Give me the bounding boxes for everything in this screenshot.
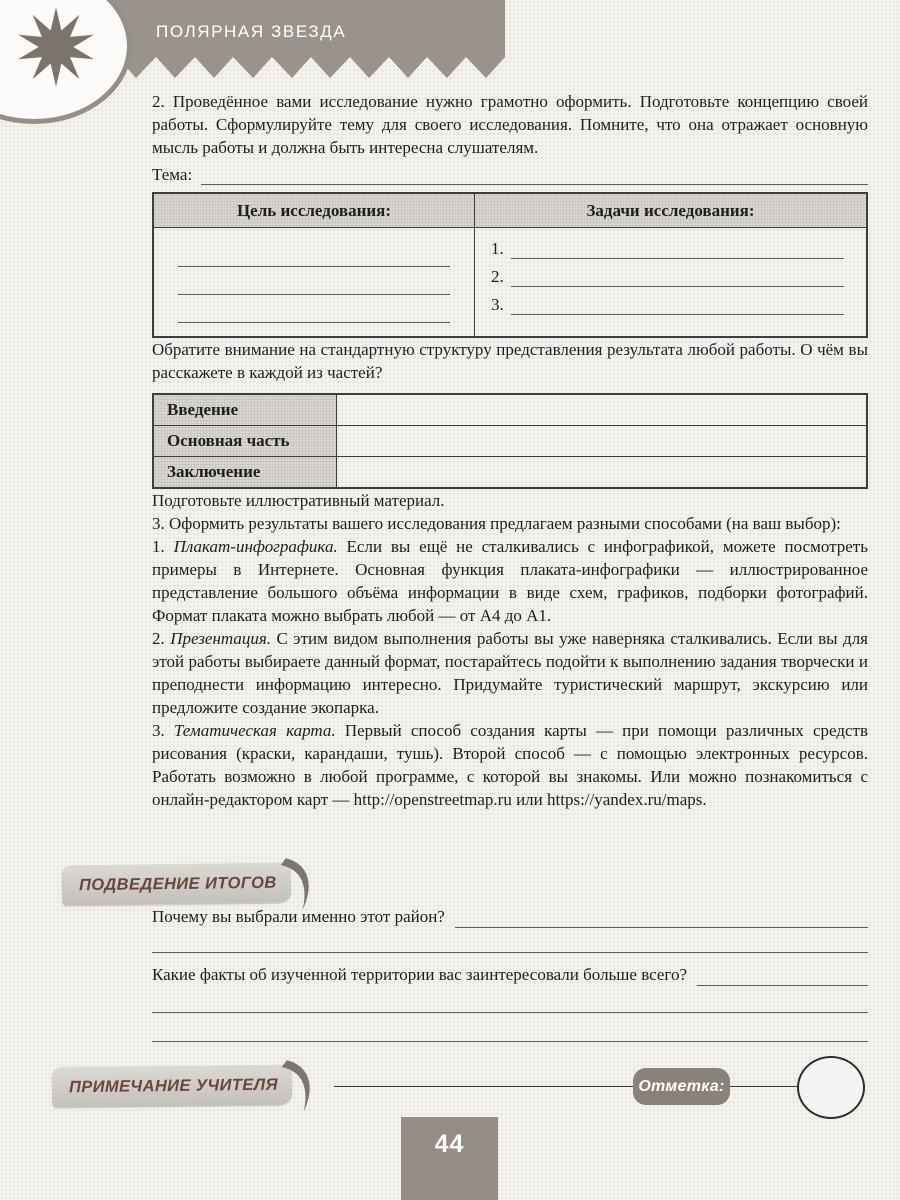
option-text: Если вы ещё не сталкивались с инфографикой, можете посмотреть примеры в Интернете. Основная функция плаката-инфографики — иллюстрированное представление большого объёма информации в виде схем, графиков, подборки фотографий. Формат плаката можно выбрать любой — от А4 до А1.	[152, 537, 868, 625]
structure-row-label: Заключение	[154, 457, 337, 487]
answer-line	[152, 1041, 868, 1042]
tasks-column-header: Задачи исследования:	[586, 201, 755, 220]
option-title: Презентация.	[170, 629, 272, 648]
illustrative-note: Подготовьте иллюстративный материал.	[152, 491, 445, 510]
tasks-cell	[475, 228, 866, 336]
goals-table	[152, 192, 868, 338]
option-number: 1.	[152, 537, 165, 556]
summary-badge-label: ПОДВЕДЕНИЕ ИТОГОВ	[78, 873, 277, 894]
option-text: Первый способ создания карты — при помощи различных средств рисования (краски, карандаши, тушь). Второй способ — с помощью электронных ресурсов. Работать возможно в любой программе, с которой вы знакомы. Или можно познакомиться с онлайн-редактором карт — http://openstreetmap.ru или https://yandex.ru/maps.	[152, 721, 868, 809]
option-title: Тематическая карта.	[173, 721, 336, 740]
answer-line	[152, 1012, 868, 1013]
summary-badge	[62, 863, 291, 906]
goal-blank-line	[178, 294, 450, 295]
task-blank-line	[511, 314, 844, 315]
goals-table-body	[154, 228, 866, 336]
structure-intro: Обратите внимание на стандартную структуру представления результата любой работы. О чём вы расскажете в каждой из частей?	[152, 340, 868, 382]
structure-row	[154, 426, 866, 457]
answer-line	[152, 952, 868, 953]
structure-row-label: Основная часть	[154, 426, 337, 456]
task-blank-line	[511, 286, 844, 287]
option-paragraph-1	[152, 535, 868, 627]
option-title: Плакат-инфографика.	[173, 537, 338, 556]
theme-label: Тема:	[152, 165, 193, 184]
structure-answer-cell	[337, 457, 866, 487]
task2-text: 2. Проведённое вами исследование нужно грамотно оформить. Подготовьте концепцию своей работы. Сформулируйте тему для своего исследования. Помните, что она отражает основную мысль работы и должна быть интересна слушателям.	[152, 92, 868, 157]
swoosh-icon	[280, 857, 315, 911]
question2-blank	[697, 985, 868, 986]
page-number-badge	[401, 1117, 498, 1200]
question2: Какие факты об изученной территории вас заинтересовали больше всего?	[152, 965, 688, 984]
goal-column-header: Цель исследования:	[154, 194, 475, 227]
goal-cell	[154, 228, 475, 336]
option-text: С этим видом выполнения работы вы уже наверняка сталкивались. Если вы для этой работы выбираете данный формат, постарайтесь подойти к выполнению задания творчески и преподнести информацию интересно. Придумайте туристический маршрут, экскурсию или предложите создание экопарка.	[152, 629, 869, 717]
task3-intro: 3. Оформить результаты вашего исследования предлагаем разными способами (на ваш выбор):	[152, 514, 841, 533]
theme-blank-line	[201, 184, 868, 185]
option-paragraph-3	[152, 719, 868, 811]
main-content	[152, 90, 868, 811]
goal-blank-line	[178, 322, 450, 323]
structure-answer-cell	[337, 395, 866, 425]
teacher-note-badge	[52, 1065, 293, 1108]
series-title: ПОЛЯРНАЯ ЗВЕЗДА	[156, 22, 347, 41]
option-number: 2.	[152, 629, 165, 648]
structure-row-label: Введение	[154, 395, 337, 425]
option-paragraph-2	[152, 627, 868, 719]
teacher-note-label: ПРИМЕЧАНИЕ УЧИТЕЛЯ	[68, 1075, 279, 1096]
swoosh-icon	[282, 1059, 317, 1113]
grade-circle	[797, 1056, 865, 1119]
structure-table	[152, 393, 868, 489]
theme-row	[152, 164, 868, 185]
mark-badge	[633, 1068, 730, 1105]
task-blank-line	[511, 258, 844, 259]
question1: Почему вы выбрали именно этот район?	[152, 907, 445, 926]
question1-blank	[455, 927, 868, 928]
goal-blank-line	[178, 266, 450, 267]
mark-label: Отметка:	[638, 1077, 725, 1095]
structure-row	[154, 395, 866, 426]
goals-table-header	[154, 194, 866, 228]
structure-row	[154, 457, 866, 487]
task-number: 2.	[491, 267, 504, 286]
star-icon	[14, 5, 98, 89]
page-number: 44	[434, 1130, 465, 1158]
task-number: 1.	[491, 239, 504, 258]
structure-answer-cell	[337, 426, 866, 456]
task-number: 3.	[491, 295, 504, 314]
question2-row	[152, 964, 868, 986]
option-number: 3.	[152, 721, 165, 740]
question1-row	[152, 906, 868, 928]
